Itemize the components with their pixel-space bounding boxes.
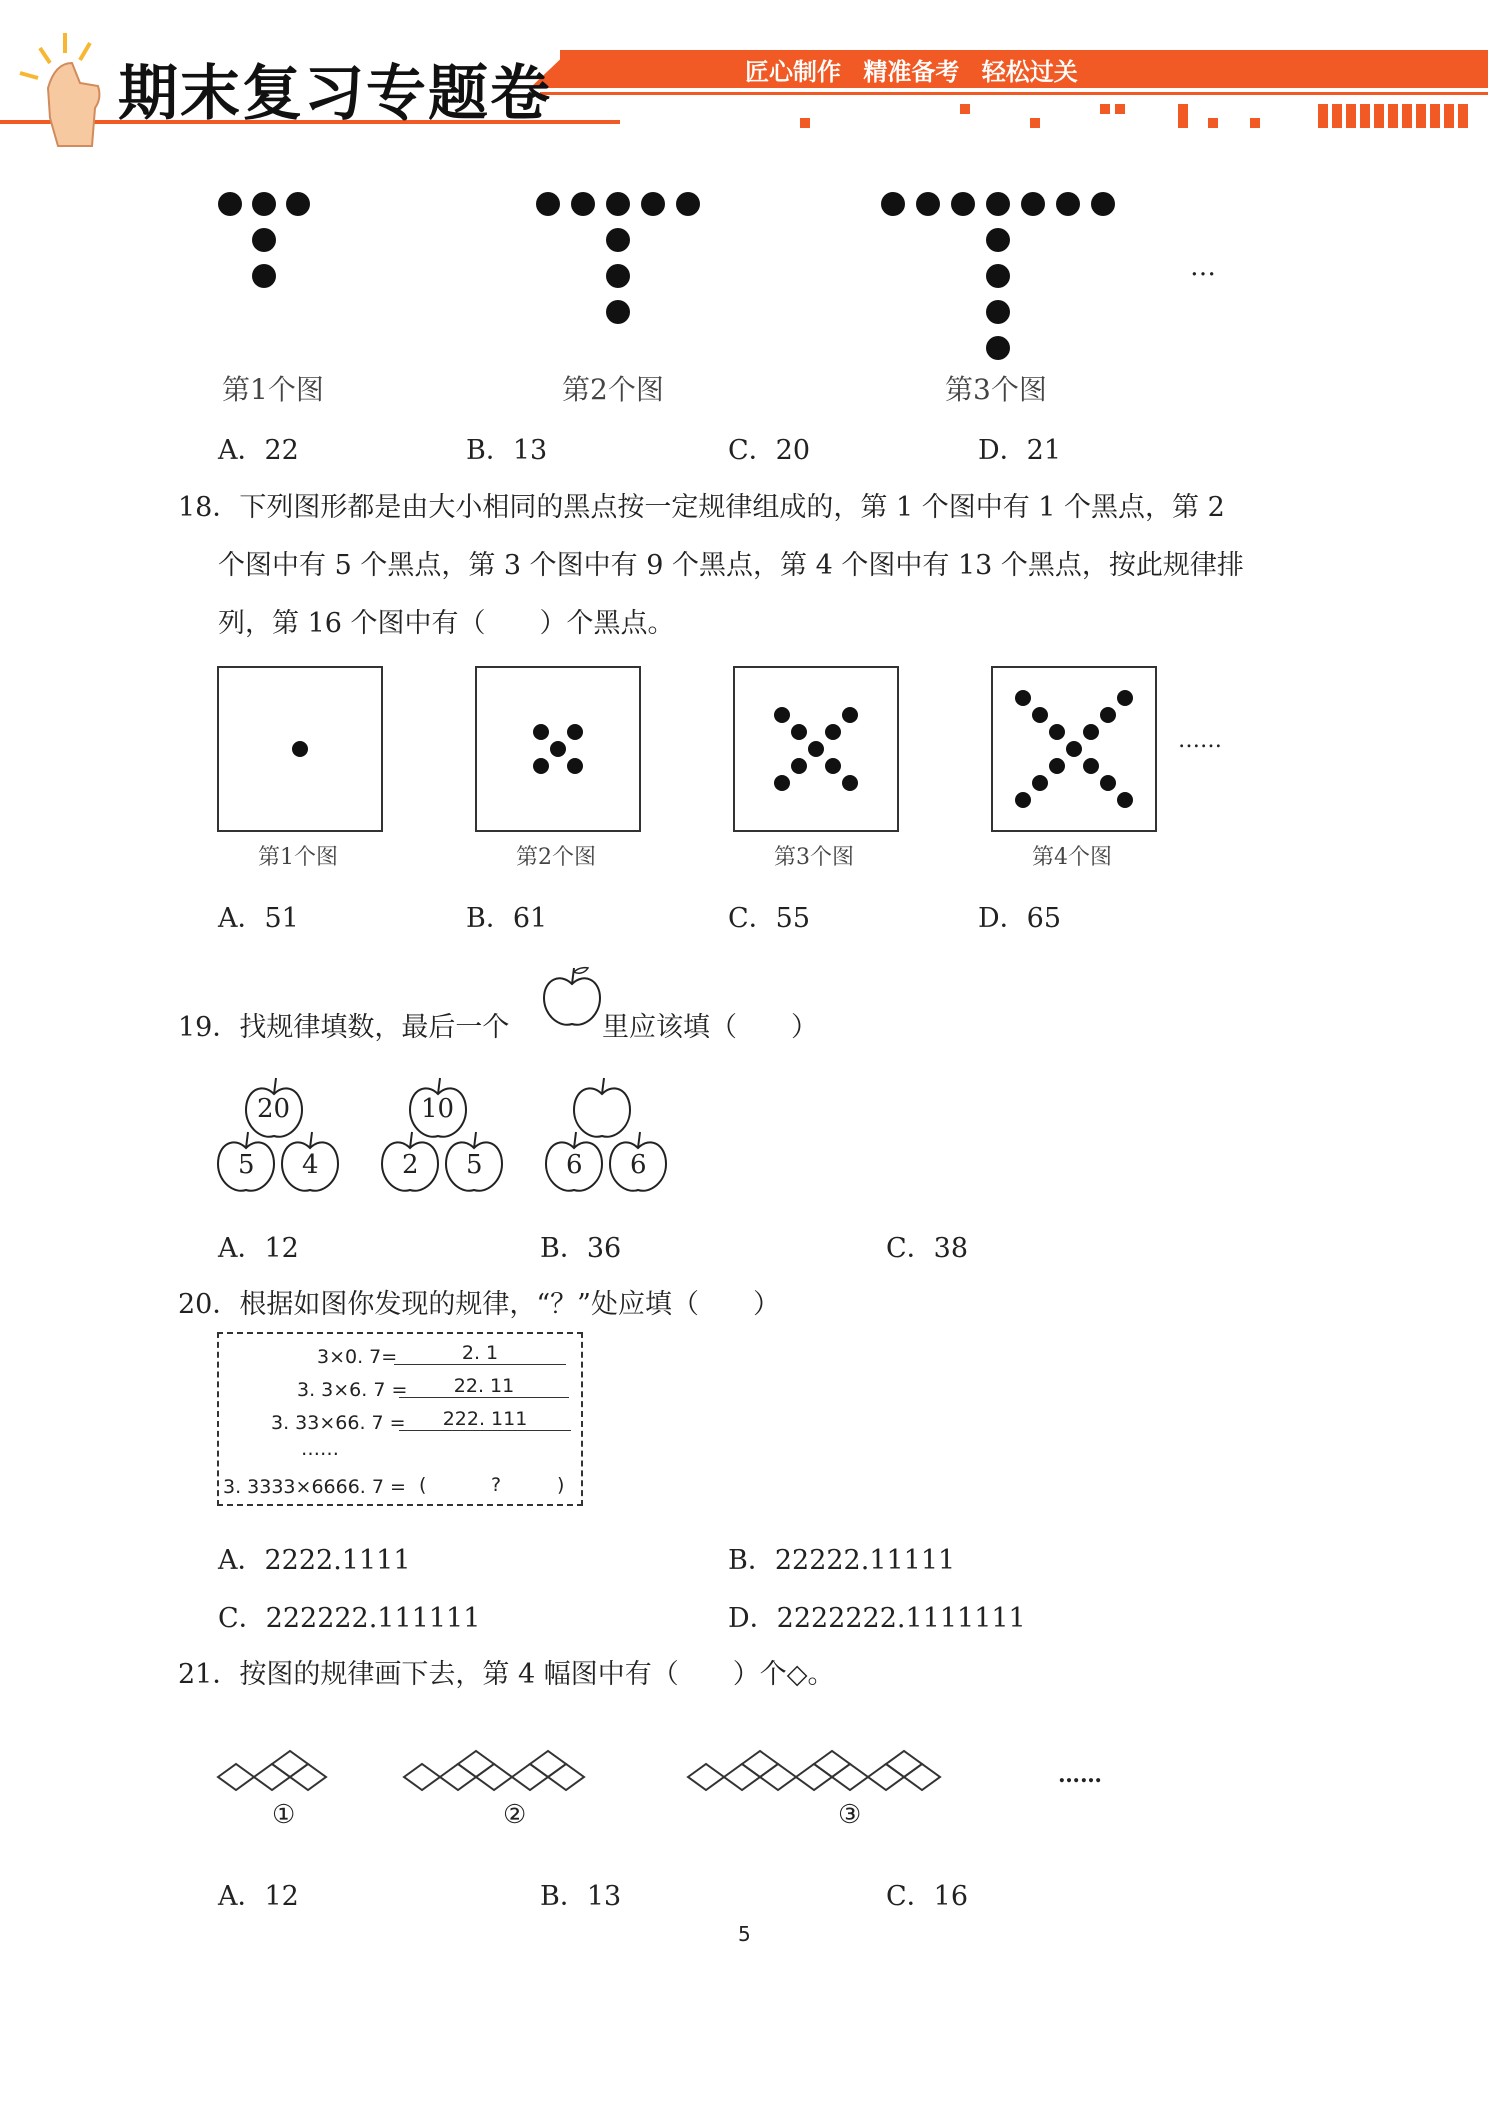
- q20-row-result: 2. 1: [394, 1342, 566, 1365]
- q19-text-after: 里应该填（ ）: [602, 1012, 818, 1043]
- q21-option-a[interactable]: A．12: [218, 1881, 299, 1912]
- q20-text: 20．根据如图你发现的规律，“？”处应填（ ）: [178, 1289, 780, 1320]
- q18-option-c[interactable]: C．55: [728, 903, 811, 934]
- page-number: 5: [738, 1922, 751, 1946]
- q17-option-b[interactable]: B．13: [466, 435, 548, 466]
- header-slogan: 匠心制作 精准备考 轻松过关: [745, 58, 1078, 86]
- q20-last-expr: 3. 3333×6666. 7 =: [223, 1476, 406, 1498]
- q17-ellipsis: …: [1190, 252, 1216, 282]
- q21-text: 21．按图的规律画下去，第 4 幅图中有（ ）个◇。: [178, 1659, 835, 1690]
- q17-option-c[interactable]: C．20: [728, 435, 811, 466]
- q18-figure-label: 第2个图: [516, 845, 596, 870]
- apple-number: 2: [402, 1150, 419, 1180]
- q18-figure-label: 第1个图: [258, 845, 338, 870]
- apple-number: 6: [630, 1150, 647, 1180]
- q18-option-d[interactable]: D．65: [978, 903, 1062, 934]
- q18-text-line3: 列，第 16 个图中有（ ）个黑点。: [218, 608, 675, 639]
- apple-number: 10: [421, 1094, 455, 1124]
- q17-figure-label: 第2个图: [562, 373, 664, 406]
- q18-figure-label: 第4个图: [1032, 845, 1112, 870]
- q18-figure-label: 第3个图: [774, 845, 854, 870]
- q20-last-mark: ?: [491, 1474, 502, 1496]
- q21-ellipsis: ……: [1058, 1762, 1102, 1788]
- apple-number: 4: [302, 1150, 319, 1180]
- q18-option-a[interactable]: A．51: [218, 903, 299, 934]
- q21-option-b[interactable]: B．13: [540, 1881, 622, 1912]
- q19-option-c[interactable]: C．38: [886, 1233, 969, 1264]
- q20-last-paren-close: ): [557, 1474, 565, 1496]
- q20-row-expr: 3. 33×66. 7 =: [271, 1412, 406, 1434]
- q21-figure-label: ②: [503, 1800, 527, 1830]
- q20-dots: ……: [301, 1438, 339, 1460]
- q20-option-a[interactable]: A．2222.1111: [218, 1545, 411, 1576]
- q18-ellipsis: ……: [1178, 728, 1222, 753]
- q17-figure-label: 第1个图: [222, 373, 324, 406]
- q21-option-c[interactable]: C．16: [886, 1881, 969, 1912]
- q21-figure-label: ③: [838, 1800, 862, 1830]
- q19-option-a[interactable]: A．12: [218, 1233, 299, 1264]
- q20-option-c[interactable]: C．222222.111111: [218, 1603, 481, 1634]
- q20-row-result: 22. 11: [399, 1375, 569, 1398]
- q18-text-line2: 个图中有 5 个黑点，第 3 个图中有 9 个黑点，第 4 个图中有 13 个黑点，按此规律排: [218, 550, 1244, 581]
- q20-row-expr: 3×0. 7=: [317, 1346, 398, 1368]
- apple-number: 20: [257, 1094, 291, 1124]
- q19-option-b[interactable]: B．36: [540, 1233, 622, 1264]
- q20-row-result: 222. 111: [399, 1408, 571, 1431]
- q19-text-before: 19．找规律填数，最后一个: [178, 1012, 510, 1043]
- header-title: 期末复习专题卷: [118, 59, 552, 129]
- apple-number: 5: [238, 1150, 255, 1180]
- q20-last-paren-open: (: [419, 1474, 427, 1496]
- q17-option-a[interactable]: A．22: [218, 435, 299, 466]
- q21-figure-label: ①: [272, 1800, 296, 1830]
- q20-option-b[interactable]: B．22222.11111: [728, 1545, 956, 1576]
- q18-option-b[interactable]: B．61: [466, 903, 548, 934]
- q18-text-line1: 18．下列图形都是由大小相同的黑点按一定规律组成的，第 1 个图中有 1 个黑点，第 2: [178, 492, 1225, 523]
- q20-option-d[interactable]: D．2222222.1111111: [728, 1603, 1026, 1634]
- q17-figure-label: 第3个图: [945, 373, 1047, 406]
- apple-number: 5: [466, 1150, 483, 1180]
- apple-number: 6: [566, 1150, 583, 1180]
- q17-option-d[interactable]: D．21: [978, 435, 1062, 466]
- q20-row-expr: 3. 3×6. 7 =: [297, 1379, 408, 1401]
